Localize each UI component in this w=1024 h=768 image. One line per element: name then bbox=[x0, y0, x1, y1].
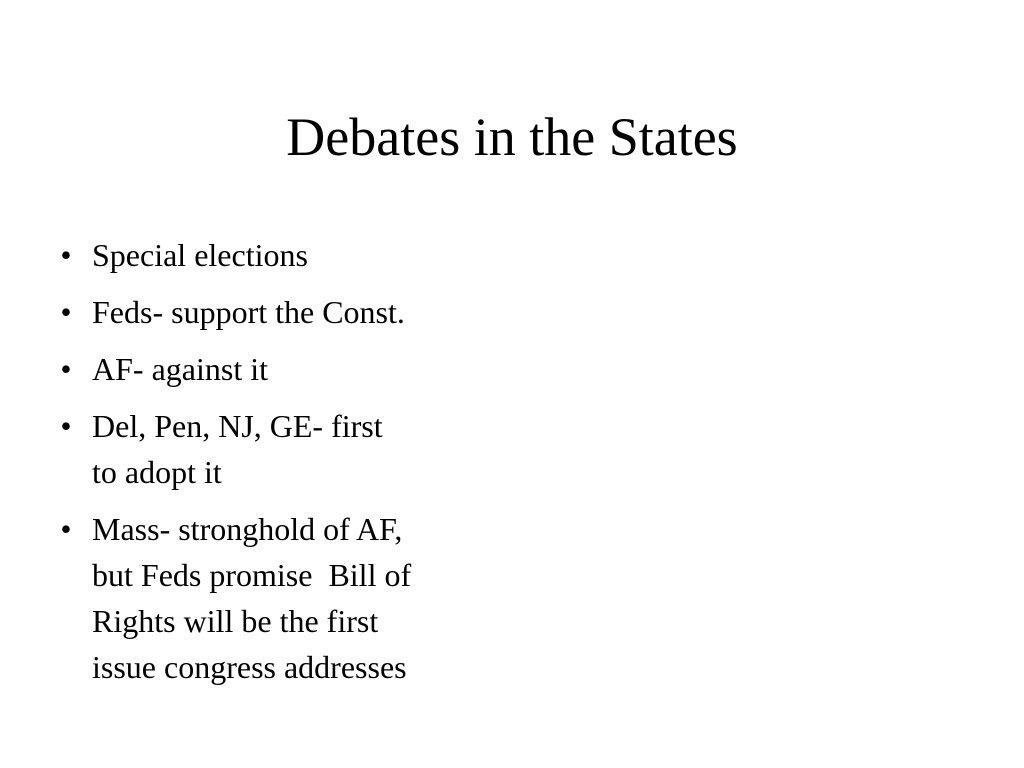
bullet-text: Special elections bbox=[92, 237, 308, 273]
bullet-list bbox=[56, 232, 516, 701]
bullet-text: Mass- stronghold of AF, bbox=[92, 511, 403, 547]
bullet-item bbox=[56, 506, 516, 690]
bullet-item bbox=[56, 232, 516, 278]
bullet-text: to adopt it bbox=[92, 454, 222, 490]
bullet-text: Feds- support the Const. bbox=[92, 294, 405, 330]
bullet-text: but Feds promise Bill of bbox=[92, 557, 412, 593]
bullet-dot-icon: • bbox=[60, 351, 72, 387]
bullet-text: AF- against it bbox=[92, 351, 268, 387]
bullet-dot-icon: • bbox=[60, 511, 72, 547]
bullet-text: Del, Pen, NJ, GE- first bbox=[92, 408, 383, 444]
bullet-item bbox=[56, 289, 516, 335]
bullet-text: issue congress addresses bbox=[92, 649, 407, 685]
slide-title: Debates in the States bbox=[286, 107, 738, 167]
bullet-item bbox=[56, 403, 516, 495]
bullet-dot-icon: • bbox=[60, 294, 72, 330]
bullet-dot-icon: • bbox=[60, 408, 72, 444]
bullet-dot-icon: • bbox=[60, 237, 72, 273]
bullet-text: Rights will be the first bbox=[92, 603, 379, 639]
bullet-item bbox=[56, 346, 516, 392]
